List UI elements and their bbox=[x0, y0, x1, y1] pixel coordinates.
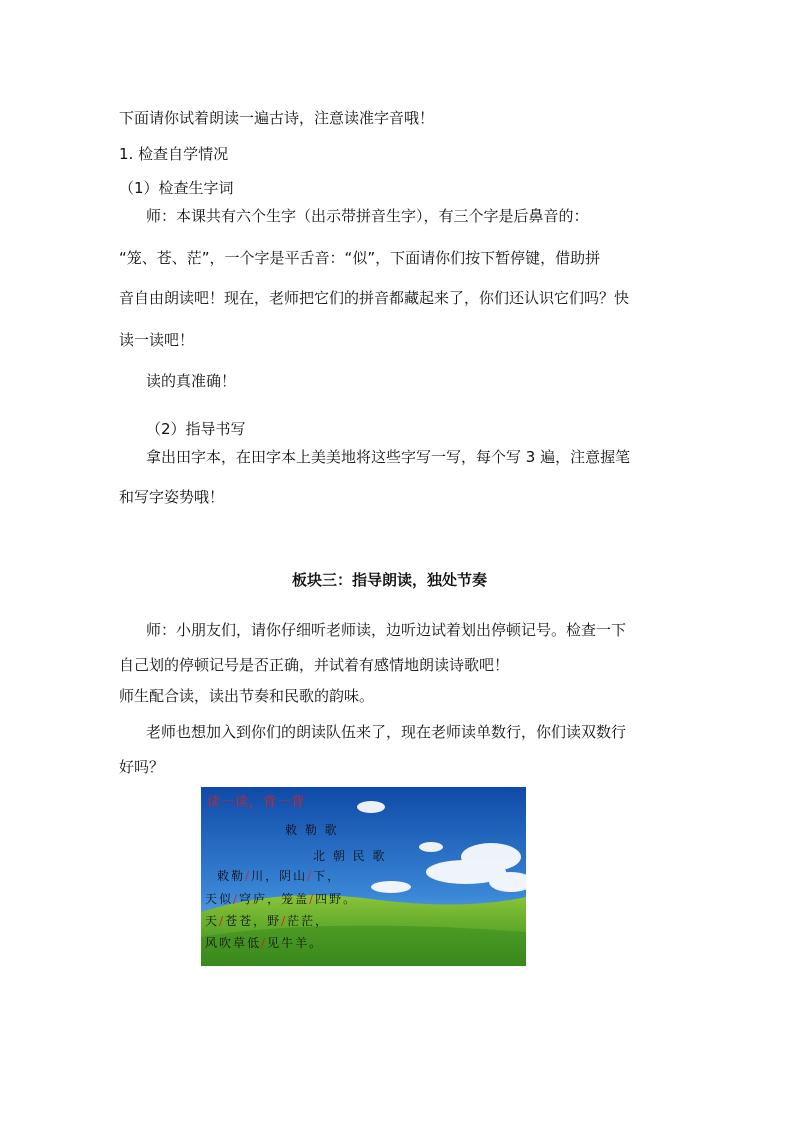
teacher-line-4: 读一读吧！ bbox=[119, 331, 195, 349]
teacher3-line-1: 老师也想加入到你们的朗读队伍来了，现在老师读单数行，你们读双数行 bbox=[146, 723, 627, 741]
poem-line-2 bbox=[205, 890, 357, 907]
step1-2-heading: （2）指导书写 bbox=[146, 420, 246, 438]
step1-heading: 1. 检查自学情况 bbox=[119, 145, 229, 163]
poem-line-3-part-2: 苍苍，野 bbox=[225, 914, 282, 928]
pause-slash: / bbox=[245, 869, 252, 883]
teacher-line-1: 师：本课共有六个生字（出示带拼音生字），有三个字是后鼻音的： bbox=[146, 207, 589, 225]
poem-line-2-part-2: 穹庐，笼盖 bbox=[239, 892, 310, 906]
poem-line-1-part-3: 下， bbox=[313, 869, 342, 883]
writing-line-1: 拿出田字本，在田字本上美美地将这些字写一写，每个写 3 遍，注意握笔 bbox=[146, 448, 631, 466]
teacher2-line-2: 自己划的停顿记号是否正确，并试着有感情地朗读诗歌吧！ bbox=[119, 656, 510, 674]
teacher3-line-2: 好吗？ bbox=[119, 758, 165, 776]
poem-line-3-part-1: 天 bbox=[205, 914, 220, 928]
poem-line-1 bbox=[217, 867, 341, 884]
poem-line-2-part-1: 天似 bbox=[205, 892, 234, 906]
writing-line-2: 和写字姿势哦！ bbox=[119, 488, 225, 506]
poem-figure bbox=[201, 787, 526, 966]
poem-line-4 bbox=[205, 934, 323, 951]
step1-1-heading: （1）检查生字词 bbox=[119, 179, 234, 197]
cooperate-text: 师生配合读，读出节奏和民歌的韵味。 bbox=[119, 687, 375, 705]
pause-slash: / bbox=[281, 914, 288, 928]
poem-line-3 bbox=[205, 912, 329, 929]
poem-line-1-part-1: 敕勒 bbox=[217, 869, 246, 883]
pause-slash: / bbox=[309, 892, 316, 906]
pause-slash: / bbox=[219, 914, 226, 928]
pause-slash: / bbox=[307, 869, 314, 883]
section-title: 板块三：指导朗读，独处节奏 bbox=[292, 571, 488, 589]
intro-text: 下面请你试着朗读一遍古诗，注意读准字音哦！ bbox=[119, 109, 435, 127]
teacher-line-2: “笼、苍、茫”，一个字是平舌音：“似”，下面请你们按下暂停键，借助拼 bbox=[119, 249, 601, 267]
poem-title: 敕 勒 歌 bbox=[285, 823, 339, 837]
pause-slash: / bbox=[261, 936, 268, 950]
poem-line-2-part-3: 四野。 bbox=[315, 892, 358, 906]
poem-line-4-part-2: 见牛羊。 bbox=[267, 936, 324, 950]
poem-line-3-part-3: 茫茫， bbox=[287, 914, 330, 928]
teacher2-line-1: 师：小朋友们，请你仔细听老师读，边听边试着划出停顿记号。检查一下 bbox=[146, 621, 627, 639]
poem-line-1-part-2: 川，阴山 bbox=[251, 869, 308, 883]
pause-slash: / bbox=[233, 892, 240, 906]
poem-line-4-part-1: 风吹草低 bbox=[205, 936, 262, 950]
poem-author: 北 朝 民 歌 bbox=[313, 849, 387, 863]
read-accurate-text: 读的真准确！ bbox=[146, 372, 237, 390]
teacher-line-3: 音自由朗读吧！现在，老师把它们的拼音都藏起来了，你们还认识它们吗？快 bbox=[119, 289, 630, 307]
figure-heading: 读一读，背一背 bbox=[207, 795, 306, 810]
